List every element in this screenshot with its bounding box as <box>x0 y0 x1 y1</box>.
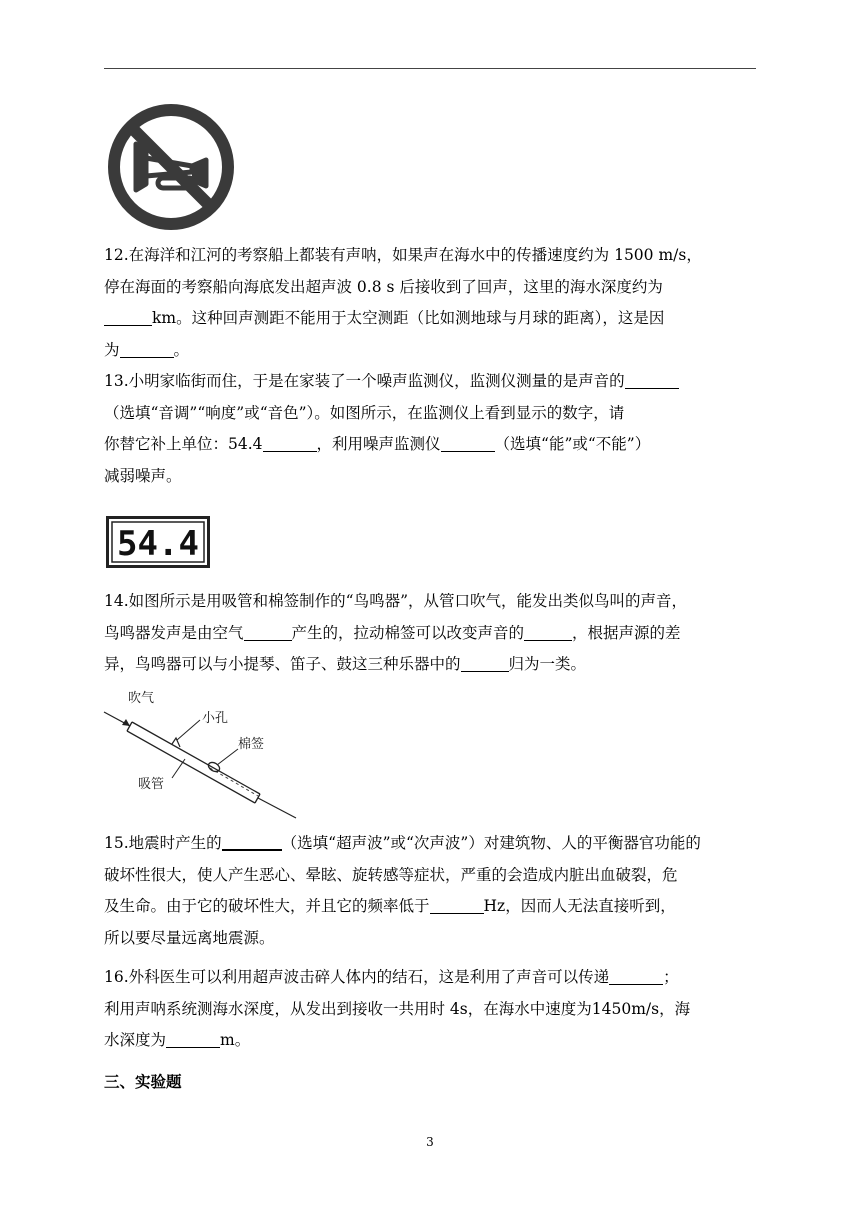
question-16: 16.外科医生可以利用超声波击碎人体内的结石，这是利用了声音可以传递 ； 利用声呐系统测海水深度，从发出到接收一共用时 4s，在海水中速度为1450m/s，海 水深度为 m。 <box>104 968 691 1049</box>
question-13: 13.小明家临街而住，于是在家装了一个噪声监测仪，监测仪测量的是声音的 （选填“音调”“响度”或“音色”）。如图所示，在监测仪上看到显示的数字，请 你替它补上单位：54.4 ，利用噪声监测仪 （选填“能”或“不能”） 减弱噪声。 <box>104 366 764 492</box>
answer-blank[interactable] <box>430 897 484 914</box>
answer-blank[interactable] <box>461 655 509 672</box>
section-title: 三、实验题 <box>104 1072 182 1091</box>
answer-blank[interactable] <box>244 623 292 640</box>
q12-line1: 12.在海洋和江河的考察船上都装有声呐，如果声在海水中的传播速度约为 1500 m/s， <box>104 246 702 264</box>
no-horn-sign-icon <box>106 102 236 232</box>
answer-blank[interactable] <box>166 1031 220 1048</box>
answer-blank[interactable] <box>441 435 495 452</box>
q12-line2: 停在海面的考察船向海底发出超声波 0.8 s 后接收到了回声，这里的海水深度约为 <box>104 277 663 296</box>
label-hole: 小孔 <box>202 711 229 726</box>
answer-blank[interactable] <box>625 372 679 389</box>
answer-blank[interactable] <box>104 309 152 326</box>
question-12: 12.在海洋和江河的考察船上都装有声呐，如果声在海水中的传播速度约为 1500 m/s， 停在海面的考察船向海底发出超声波 0.8 s 后接收到了回声，这里的海水深度约为 km。这种回声测距不能用于太空测距（比如测地球与月球的距离），这是因 为 。 <box>104 240 764 366</box>
answer-blank[interactable] <box>222 833 282 851</box>
answer-blank[interactable] <box>524 623 572 640</box>
question-14: 14.如图所示是用吸管和棉签制作的“鸟鸣器”，从管口吹气，能发出类似鸟叫的声音， 鸟鸣器发声是由空气 产生的，拉动棉签可以改变声音的 ，根据声源的差 异，鸟鸣器可以与小提琴、笛子、鼓这三种乐器中的 归为一类。 <box>104 592 688 673</box>
meter-reading: 54.4 <box>117 524 199 564</box>
answer-blank[interactable] <box>263 435 317 452</box>
label-straw: 吸管 <box>138 777 165 792</box>
label-blow: 吹气 <box>128 691 155 706</box>
header-rule <box>104 68 756 69</box>
question-15: 15.地震时产生的 （选填“超声波”或“次声波”）对建筑物、人的平衡器官功能的 破坏性很大，使人产生恶心、晕眩、旋转感等症状，严重的会造成内脏出血破裂，危 及生命。由于它的破坏性大，并且它的频率低于 Hz，因而人无法直接听到， 所以要尽量远离地震源。 <box>104 834 701 947</box>
bird-whistle-figure <box>100 686 300 822</box>
label-swab: 棉签 <box>238 737 265 752</box>
noise-meter-display <box>106 516 210 568</box>
page-number: 3 <box>426 1135 434 1149</box>
answer-blank[interactable] <box>609 968 663 985</box>
answer-blank[interactable] <box>120 340 174 357</box>
